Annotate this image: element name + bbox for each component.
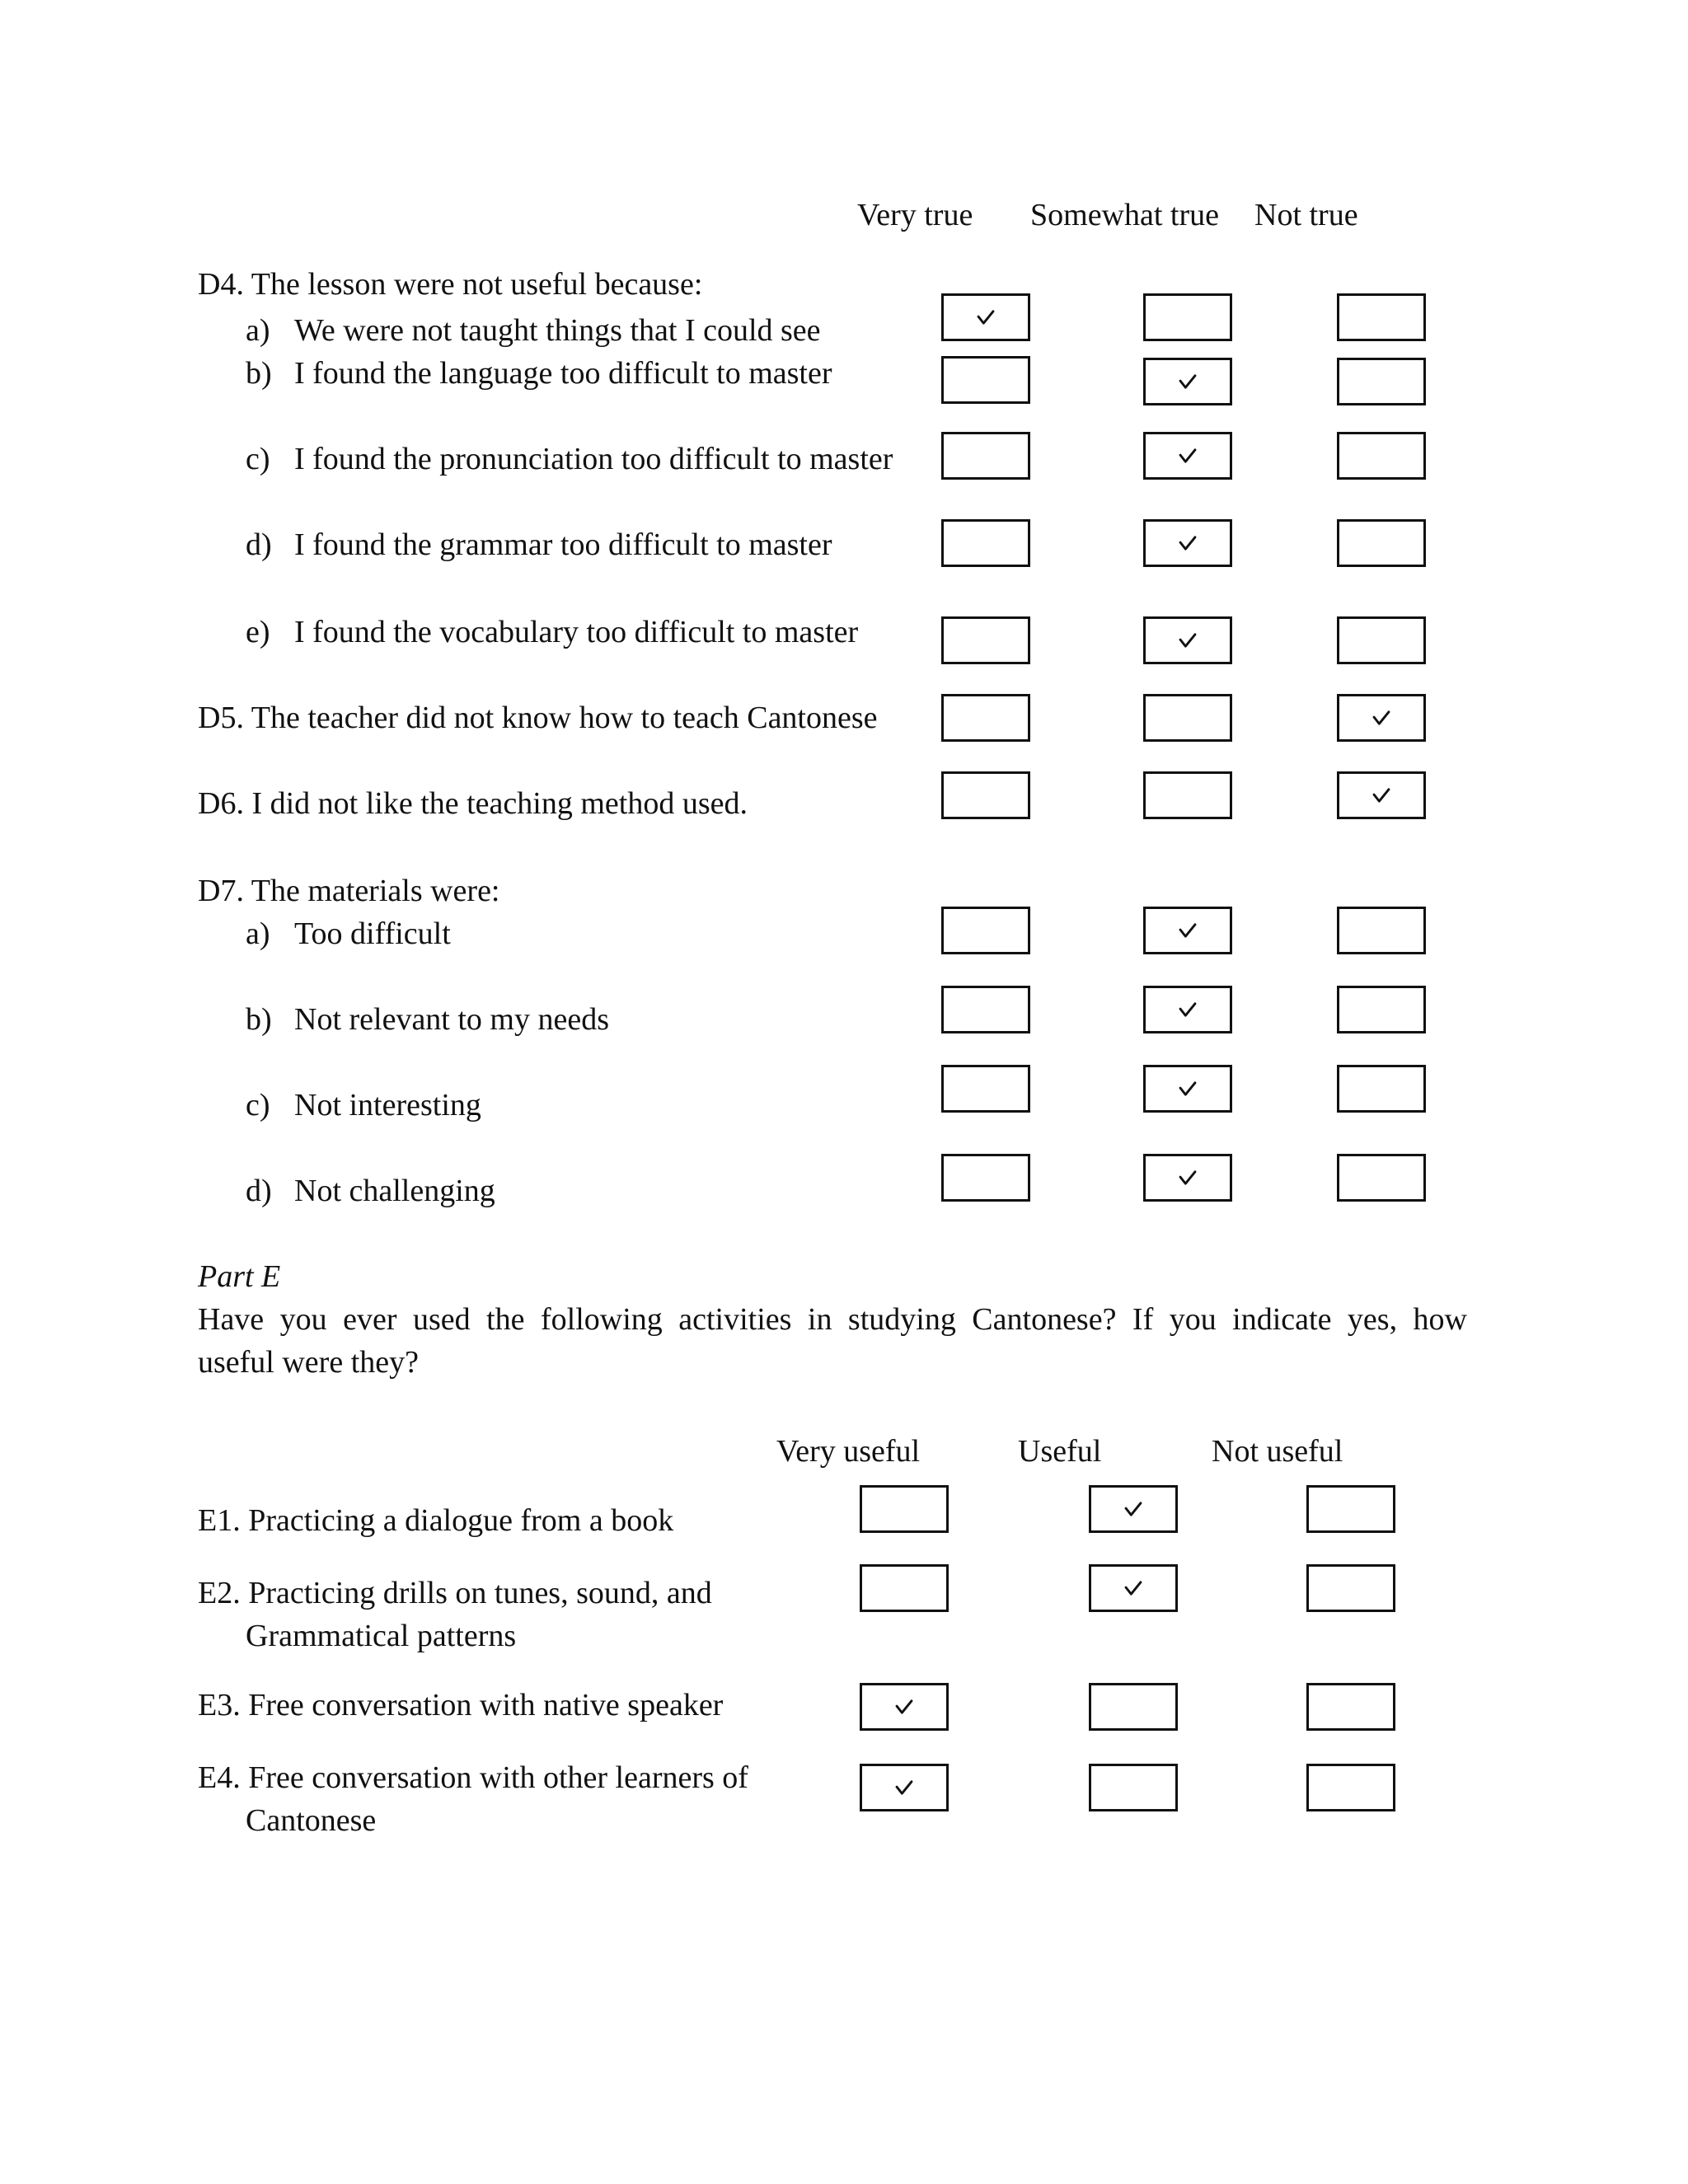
checkbox-d6-not-true[interactable] [1337,771,1426,819]
checkbox-d7c-very-true[interactable] [941,1065,1030,1113]
check-mark-icon [944,296,1028,339]
item-label: c) [246,442,270,476]
item-label: b) [246,356,272,391]
question-d4-heading: D4. The lesson were not useful because: [198,267,703,302]
checkbox-e1-not-useful[interactable] [1306,1485,1395,1533]
check-mark-icon [1339,774,1423,817]
checkbox-d4a-not-true[interactable] [1337,293,1426,341]
question-d7-heading: D7. The materials were: [198,874,500,908]
checkbox-d7c-not-true[interactable] [1337,1065,1426,1113]
checkbox-d4d-somewhat-true[interactable] [1143,519,1232,567]
checkbox-d4d-very-true[interactable] [941,519,1030,567]
part-e-question-line2: useful were they? [198,1345,419,1380]
checkbox-d4a-somewhat-true[interactable] [1143,293,1232,341]
question-e4-text: E4. Free conversation with other learners of [198,1760,748,1795]
question-e4-text-cont: Cantonese [246,1803,377,1838]
question-d5-text: D5. The teacher did not know how to teach Cantonese [198,701,878,735]
item-text: Not challenging [294,1174,495,1208]
check-mark-icon [1146,434,1230,477]
item-label: e) [246,615,270,649]
checkbox-d6-very-true[interactable] [941,771,1030,819]
col-header-very-true: Very true [857,198,973,232]
question-e2-text: E2. Practicing drills on tunes, sound, and [198,1576,712,1610]
checkbox-d4c-not-true[interactable] [1337,432,1426,480]
checkbox-d6-somewhat-true[interactable] [1143,771,1232,819]
checkbox-e1-very-useful[interactable] [860,1485,949,1533]
checkbox-e2-useful[interactable] [1089,1564,1178,1612]
check-mark-icon [1146,1067,1230,1110]
question-e2-text-cont: Grammatical patterns [246,1619,517,1653]
item-text: Not interesting [294,1088,481,1122]
checkbox-d7d-somewhat-true[interactable] [1143,1154,1232,1202]
check-mark-icon [862,1685,946,1728]
section-title-part-e: Part E [198,1259,281,1294]
checkbox-d4c-somewhat-true[interactable] [1143,432,1232,480]
check-mark-icon [1146,1156,1230,1199]
checkbox-e4-very-useful[interactable] [860,1764,949,1811]
checkbox-d5-very-true[interactable] [941,694,1030,742]
item-text: I found the pronunciation too difficult to master [294,442,893,476]
checkbox-d7a-somewhat-true[interactable] [1143,907,1232,954]
checkbox-e2-not-useful[interactable] [1306,1564,1395,1612]
item-text: I found the language too difficult to master [294,356,832,391]
question-d6-text: D6. I did not like the teaching method used. [198,786,748,821]
checkbox-d4b-not-true[interactable] [1337,358,1426,405]
col-header-useful: Useful [1018,1434,1102,1469]
checkbox-e3-very-useful[interactable] [860,1683,949,1731]
checkbox-d4a-very-true[interactable] [941,293,1030,341]
checkbox-d7d-not-true[interactable] [1337,1154,1426,1202]
item-label: a) [246,916,270,951]
checkbox-d4e-not-true[interactable] [1337,616,1426,664]
checkbox-d4c-very-true[interactable] [941,432,1030,480]
checkbox-d7c-somewhat-true[interactable] [1143,1065,1232,1113]
checkbox-d4e-somewhat-true[interactable] [1143,616,1232,664]
item-text: Not relevant to my needs [294,1002,610,1037]
checkbox-e4-useful[interactable] [1089,1764,1178,1811]
checkbox-e3-useful[interactable] [1089,1683,1178,1731]
part-e-question-line1: Have you ever used the following activities in studying Cantonese? If you indicate yes, how [198,1302,1467,1337]
checkbox-d4d-not-true[interactable] [1337,519,1426,567]
checkbox-d7b-not-true[interactable] [1337,986,1426,1033]
checkbox-e1-useful[interactable] [1089,1485,1178,1533]
item-label: a) [246,313,270,348]
item-label: c) [246,1088,270,1122]
check-mark-icon [862,1766,946,1809]
checkbox-e3-not-useful[interactable] [1306,1683,1395,1731]
checkbox-d7b-somewhat-true[interactable] [1143,986,1232,1033]
checkbox-d5-somewhat-true[interactable] [1143,694,1232,742]
check-mark-icon [1146,619,1230,662]
item-text: I found the grammar too difficult to master [294,527,832,562]
item-text: We were not taught things that I could see [294,313,821,348]
check-mark-icon [1146,522,1230,565]
col-header-somewhat-true: Somewhat true [1030,198,1220,232]
item-label: d) [246,1174,272,1208]
item-label: d) [246,527,272,562]
col-header-not-useful: Not useful [1212,1434,1343,1469]
checkbox-d7b-very-true[interactable] [941,986,1030,1033]
col-header-not-true: Not true [1254,198,1358,232]
checkbox-e2-very-useful[interactable] [860,1564,949,1612]
check-mark-icon [1146,988,1230,1031]
checkbox-d7a-not-true[interactable] [1337,907,1426,954]
item-text: Too difficult [294,916,451,951]
check-mark-icon [1146,909,1230,952]
checkbox-d4b-very-true[interactable] [941,356,1030,404]
checkbox-d7d-very-true[interactable] [941,1154,1030,1202]
check-mark-icon [1146,360,1230,403]
checkbox-d4e-very-true[interactable] [941,616,1030,664]
checkbox-d5-not-true[interactable] [1337,694,1426,742]
checkbox-d4b-somewhat-true[interactable] [1143,358,1232,405]
check-mark-icon [1339,696,1423,739]
col-header-very-useful: Very useful [776,1434,921,1469]
item-label: b) [246,1002,272,1037]
check-mark-icon [1091,1567,1175,1610]
question-e3-text: E3. Free conversation with native speaker [198,1688,724,1722]
checkbox-e4-not-useful[interactable] [1306,1764,1395,1811]
check-mark-icon [1091,1488,1175,1530]
question-e1-text: E1. Practicing a dialogue from a book [198,1503,674,1538]
checkbox-d7a-very-true[interactable] [941,907,1030,954]
item-text: I found the vocabulary too difficult to master [294,615,859,649]
